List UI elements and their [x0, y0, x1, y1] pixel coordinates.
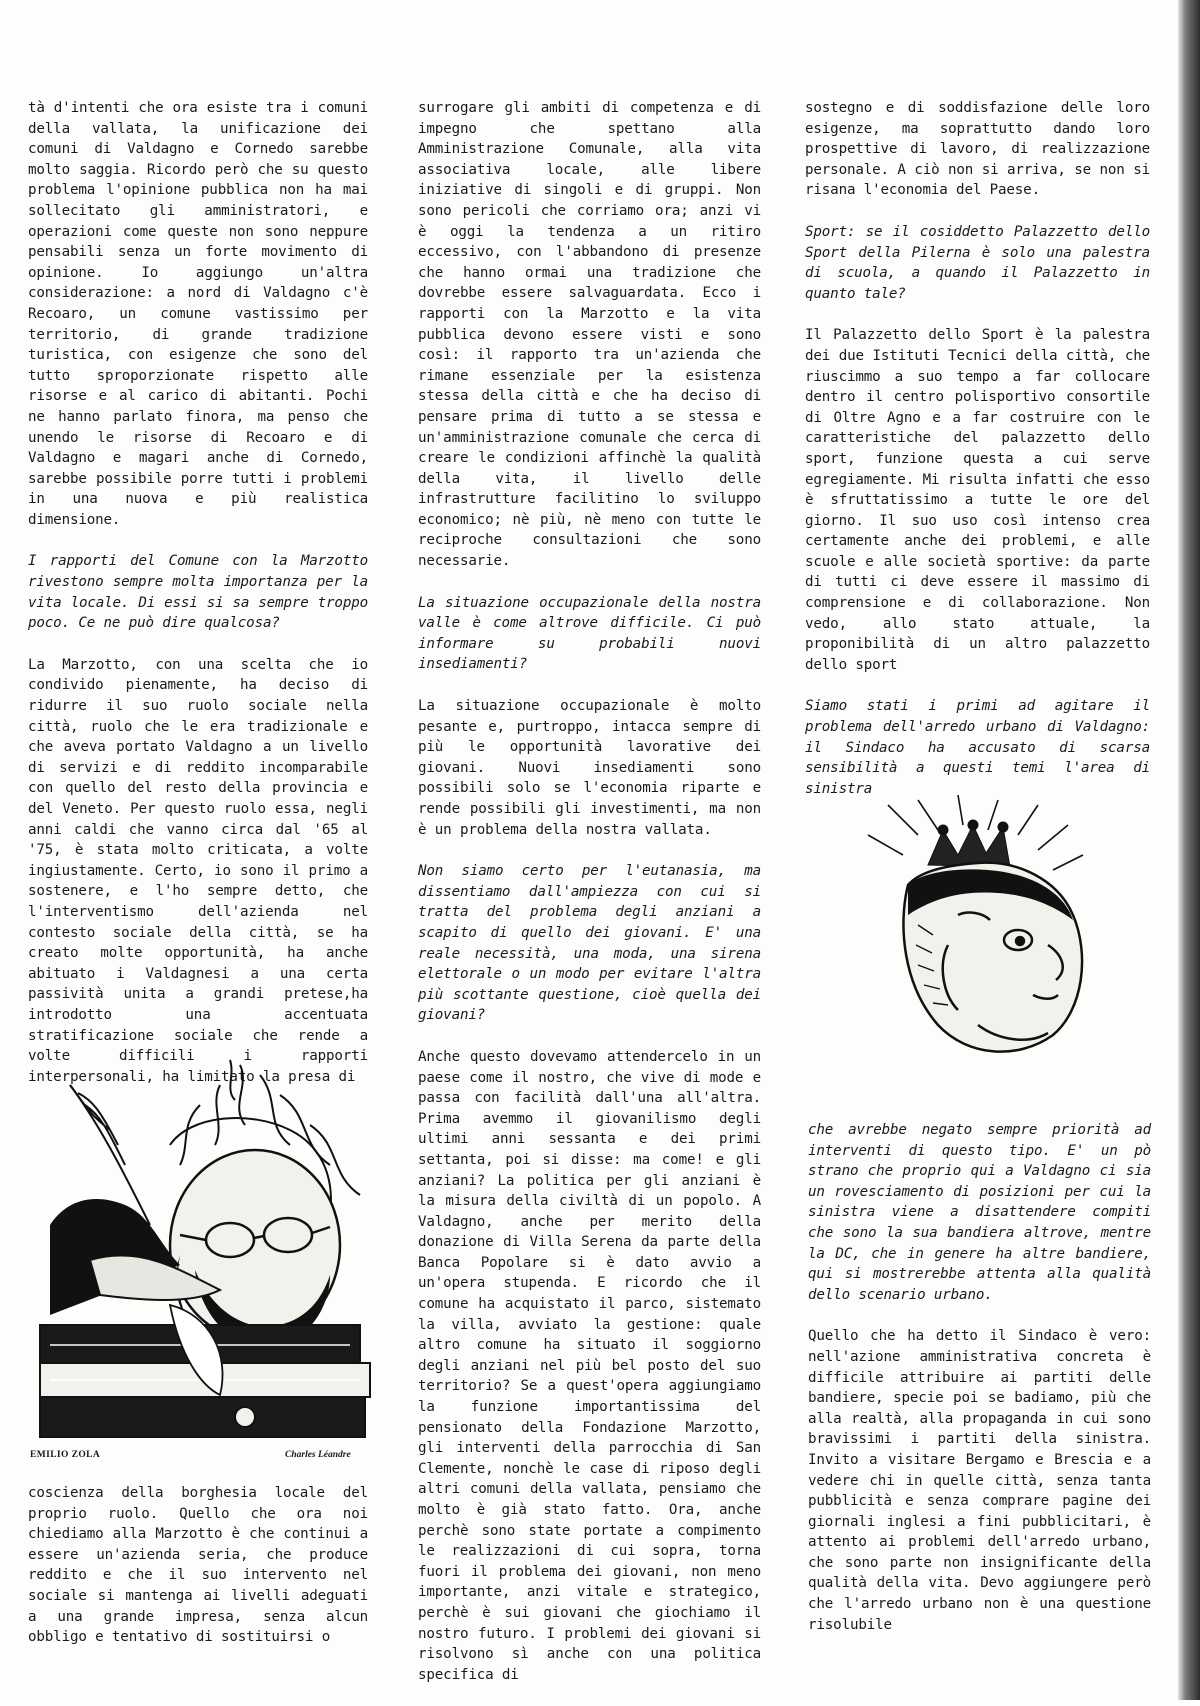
column-3-paragraph-2: Il Palazzetto dello Sport è la palestra dei due Istituti Tecnici della città, che riuscimmo a suo tempo a far collocare dentro il centro polisportivo consortile di Oltre Agno e a far costruire con le caratteristiche del palazzetto dello sport, funzione questa a cui serve egregiamente. Mi risulta infatti che esso è sfruttatissimo a tutte le ore del giorno. Il suo uso così intenso crea certamente anche dei problemi, e alle scuole e alle società sportive: da parte di tutti ci deve essere il massimo di comprensione e di collaborazione. Non vedo, allo stato attuale, la proponibilità di un altro palazzetto dello sport [805, 327, 1150, 673]
column-1-question-1: I rapporti del Comune con la Marzotto rivestono sempre molta importanza per la vita locale. Di essi si sa sempre troppo poco. Ce ne può dire qualcosa? [28, 553, 368, 632]
column-2-question-2: Non siamo certo per l'eutanasia, ma dissentiamo dall'ampiezza con cui si tratta del problema degli anziani a scapito di quello dei giovani. E' una reale necessità, una moda, una sirena elettorale o un modo per evitare l'altra più scottante questione, cioè quella dei giovani? [418, 863, 761, 1024]
column-2-paragraph-1: surrogare gli ambiti di competenza e di impegno che spettano alla Amministrazione Comunale, alla vita associativa locale, alle libere iniziative di singoli e di gruppi. Non sono pericoli che corriamo ora; anzi vi è oggi la tendenza a un ritiro eccessivo, con l'abbandono di presenze che hanno ormai una tradizione che dovrebbe essere salvaguardata. Ecco i rapporti con la Marzotto e la vita pubblica devono essere visti e sono così: il rapporto tra un'azienda che rimane essenziale per la esistenza stessa della città e che ha deciso di pensare prima di tutto a se stessa e un'amministrazione comunale che cerca di creare le condizioni affinchè la qualità della vita, il livello delle infrastrutture facilitino lo sviluppo economico; nè più, nè meno con tutte le reciproche consultazioni che sono necessarie. [418, 100, 761, 570]
column-2-paragraph-2: La situazione occupazionale è molto pesante e, purtroppo, intacca sempre di più le opportunità lavorative dei giovani. Nuovi insediamenti sono possibili solo se l'economia riparte e rende possibili gli investimenti, ma non è un problema della nostra vallata. [418, 698, 761, 838]
column-3-continued [808, 1120, 1151, 1656]
column-2 [418, 98, 761, 1706]
column-3-question-1: Sport: se il cosiddetto Palazzetto dello Sport della Pilerna è solo una palestra di scuola, a quando il Palazzetto in quanto tale? [805, 223, 1150, 302]
caption-subject: EMILIO ZOLA [30, 1450, 101, 1460]
crown [928, 820, 1010, 867]
column-2-question-1: La situazione occupazionale della nostra valle è come altrove difficile. Ci può informare su probabili nuovi insediamenti? [418, 594, 761, 673]
column-1 [28, 98, 368, 1108]
column-3-question-2: Siamo stati i primi ad agitare il problema dell'arredo urbano di Valdagno: il Sindaco ha accusato di scarsa sensibilità a questi temi l'area di sinistra [805, 698, 1150, 797]
caption-artist: Charles Léandre [285, 1450, 351, 1460]
column-3-question-3: che avrebbe negato sempre priorità ad interventi di questo tipo. E' un pò strano che proprio qui a Valdagno ci sia un rovesciamento di posizioni per cui la sinistra viene a disattendere compiti che sono la sua bandiera altrove, mentre la DC, che in genere ha altre bandiere, qui si mostrerebbe attenta alla qualità dello scenario urbano. [808, 1122, 1151, 1303]
zola-caricature-illustration [30, 1055, 380, 1463]
scan-binding-shadow [1178, 0, 1200, 1700]
column-3-paragraph-3: Quello che ha detto il Sindaco è vero: nell'azione amministrativa concreta è difficile attribuire ai partiti delle bandiere, specie poi se badiamo, più che alla realtà, alla propaganda in cui sono bravissimi i partiti della sinistra. Invito a visitare Bergamo e Brescia e a vedere chi in quelle città, senza tanta pubblicità e senza comprare pagine dei giornali inglesi a fini pubblicitari, è attento ai problemi dell'arredo urbano, che sono parte non insignificante della qualità della vita. Devo aggiungere però che l'arredo urbano non è una questione risolubile [808, 1328, 1151, 1633]
column-3 [805, 98, 1150, 820]
column-1-continued [28, 1483, 368, 1669]
column-2-paragraph-3: Anche questo dovevamo attendercelo in un paese come il nostro, che vive di mode e passa con facilità dall'una all'altra. Prima avemmo il giovanilismo degli ultimi anni sessanta e dei primi settanta, poi si disse: ma come! e gli anziani? La politica per gli anziani è la misura della civiltà di un popolo. A Valdagno, anche per merito della donazione di Villa Serena da parte della Banca Popolare si è dato avvio a un'opera stupenda. E ricordo che il comune ha acquistato il parco, sistemato la villa, avviato la gestione: quale altro comune ha situato il soggiorno degli anziani nel più bel posto del suo territorio? Se a quest'opera aggiungiamo la funzione importantissima del pensionato della Fondazione Marzotto, gli interventi della parrocchia di San Clemente, nonchè le case di riposo degli altri comuni della vallata, pensiamo che molto è già stato fatto. Ora, anche perchè sono state portate a compimento le realizzazioni di cui sopra, torna fuori il problema dei giovani, non meno importante, anzi vitale e strategico, perchè è sui giovani che giochiamo il nostro futuro. I problemi dei giovani si risolvono sì anche con una politica specifica di [418, 1048, 761, 1683]
column-1-paragraph-1: tà d'intenti che ora esiste tra i comuni della vallata, la unificazione dei comuni di Valdagno e Cornedo sarebbe molto saggia. Ricordo però che su questo problema l'opinione pubblica non ha mai sollecitato gli amministratori, e operazioni come queste non sono neppure pensabili senza un forte movimento di opinione. Io aggiungo un'altra considerazione: a nord di Valdagno c'è Recoaro, un comune vastissimo per territorio, di grande tradizione turistica, con esigenze che sono del tutto sproporzionate rispetto alle risorse e al carico di abitanti. Pochi ne hanno parlato finora, ma penso che unendo le risorse di Recoaro e di Valdagno e magari anche di Cornedo, sarebbe possibile porre tutti i problemi in una nuova e più realistica dimensione. [28, 100, 368, 528]
crowned-figure-caricature-illustration [858, 795, 1098, 1080]
column-1-paragraph-3: coscienza della borghesia locale del proprio ruolo. Quello che ora noi chiediamo alla Marzotto è che continui a essere un'azienda seria, che produce reddito e che il suo intervento nel sociale si mantenga ai livelli adeguati a una grande impresa, senza alcun obbligo e tentativo di sostituirsi o [28, 1485, 368, 1646]
column-1-paragraph-2: La Marzotto, con una scelta che io condivido pienamente, ha deciso di ridurre il suo ruolo sociale nella città, ruolo che le era tradizionale e che aveva portato Valdagno a un livello di servizi e di reddito incomparabile con quello del resto della provincia e del Veneto. Per questo ruolo essa, negli anni caldi che vanno circa dal '65 al '75, è stata molto criticata, a volte ingiustamente. Certo, io sono il primo a sostenere, e l'ho sempre detto, che l'interventismo dell'azienda nel contesto sociale della città, se ha creato molte opportunità, ha anche abituato i Valdagnesi a una certa passività unita a grandi pretese,ha introdotto una accentuata stratificazione sociale che rende a volte difficili i rapporti interpersonali, ha limitato la presa di [28, 656, 368, 1085]
column-3-paragraph-1: sostegno e di soddisfazione delle loro esigenze, ma soprattutto dando loro prospettive di lavoro, di realizzazione personale. A ciò non si arriva, se non si risana l'economia del Paese. [805, 100, 1150, 199]
